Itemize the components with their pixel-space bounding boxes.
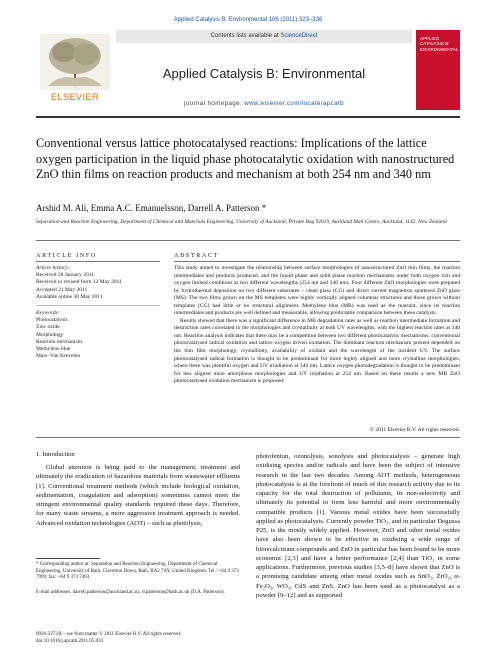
publisher-logo	[36, 30, 114, 110]
abstract-divider	[36, 437, 460, 438]
journal-masthead	[36, 30, 460, 110]
info-underline	[36, 261, 160, 262]
masthead-divider	[36, 116, 460, 118]
body-paragraph: photofenton, ozonolysis, sonolysis and photocatalysis – generate high oxidising species and/or radicals and have been the subject of intensive research in the last two decades. Among AOT methods, heterogeneous photocatalysis is at the forefront of much of this research activity due to its capacity for the total destruction of pollutants, its non-selectivity and ultimately its potential to form less harmful and more environmentally compatible products [1]. Various metal oxides have been successfully applied as photocatalysts. Currently powder TiO₂, and in particular Degussa P25, is the mostly widely applied. However, ZnO and other metal oxides have also been shown to be effective in oxidising a wide range of biorecalcitrant compounds and ZnO in particular has been found to be more economic [2,3] and have a better performance [2,4] than TiO₂ in some applications. Furthermore, previous studies [3,5–8] have shown that ZnO is a promising candidate among other metal oxides such as SnO₂, ZrO₂, α-Fe₂O₃, WO₃, CdS and ZnS. ZnO has been used as a photocatalyst as a powder [9–12] and as supported	[256, 453, 460, 599]
issn-line: 0926-3373/$ – see front matter © 2011 Elsevier B.V. All rights reserved.	[36, 632, 182, 637]
contents-bar	[116, 30, 412, 43]
publisher-name: ELSEVIER	[50, 92, 100, 102]
footnote-divider	[36, 558, 100, 559]
journal-homepage	[116, 100, 412, 107]
journal-cover	[416, 30, 460, 110]
abstract-underline	[174, 261, 460, 262]
article-title: Conventional versus lattice photocatalysed reactions: Implications of the lattice oxygen participation in the liquid phase photocatalytic oxidation with nanostructured ZnO thin films on reaction products and mechanism at both 254 nm and 340 nm	[36, 136, 455, 182]
keyword-item: Photocatalysis	[36, 317, 68, 324]
keyword-item: Morphology	[36, 331, 64, 338]
keywords-label: Keywords:	[36, 310, 60, 316]
keyword-item: Mars–Van Krevelen	[36, 353, 81, 360]
running-title: Applied Catalysis B: Environmental 106 (2011) 323–336	[173, 17, 323, 23]
journal-title: Applied Catalysis B: Environmental	[162, 66, 366, 81]
abstract-paragraph: Results showed that there was a significant difference in MB degradation rates as well as reaction intermediate formation and destruction rates correlated to the morphologies and crystallinity at both UV wavelengths, with the highest reaction rates at 340 nm. Reaction analysis indicates that there may be a competition between two different photocatalytic mechanisms: conventional photocatalysed radical oxidation and lattice oxygen driven oxidation. The dominant reaction mechanism present depended on the thin film morphology, crystallinity, availability of oxidant and the wavelength of the incident UV. The surface photocatalysed radical formation is thought to be predominant for more highly aligned and more crystalline morphologies, where there was plentiful oxygen and UV irradiation at 340 nm. Lattice oxygen photodegradation is thought to be predominant for less aligned more amorphous morphologies and UV irradiation at 254 nm. Based on these results a new MB ZnO photocatalysed oxidation mechanism is proposed.	[174, 317, 460, 385]
abstract-body	[174, 265, 460, 386]
body-paragraph: Global attention is being paid to the management, treatment and ultimately the eradication of hazardous materials from wastewater effluents [1]. Conventional treatment methods (which include biological oxidation, sedimentation, coagulation and adsorption) sometimes cannot meet the stringent environmental quality standards required these days. Therefore, for many waste streams, a more aggressive treatment approach is needed. Advanced oxidation technologies (AOT) – such as photolysis,	[36, 464, 240, 527]
author-affiliation: Separation and Reaction Engineering, Department of Chemical and Materials Engineering, University of Auckland, Private Bag 92019, Auckland Mail Centre, Auckland, 1142, New Zealand	[36, 219, 447, 225]
keyword-item: Reaction mechanism	[36, 338, 82, 345]
article-info-heading: ARTICLE INFO	[36, 252, 97, 259]
doi-line[interactable]: doi:10.1016/j.apcatb.2011.05.033	[36, 638, 104, 644]
history-item: Received in revised form 12 May 2011	[36, 279, 122, 286]
right-column	[256, 452, 460, 600]
history-item: Available online 30 May 2011	[36, 293, 103, 300]
abstract-paragraph: This study aimed to investigate the relationship between surface morphologies of nanostructured ZnO thin films, the reaction intermediates and products produced, and the liquid phase and solid phase reaction mechanisms under both oxygen rich and oxygen limited conditions at two different wavelengths (254 nm and 340 nm). Four different ZnO morphologies were prepared by hydrothermal deposition on two different substrates – clean glass (CG) and direct current magnetron sputtered ZnO glass (MS). The two films grown on the MS templates were highly vertically aligned columnar structures and those grown without templates (CG) had little or no structural alignment. Methylene blue (MB) was used as the reactant, since its reaction intermediates and products are well defined and measurable, allowing predictable comparison between these catalysts.	[174, 265, 460, 317]
journal-band	[116, 30, 412, 110]
author-email: E-mail addresses: darrell.patterson@auckland.ac.nz, d.patterson@bath.ac.uk (D.A. Patterson).	[36, 590, 225, 595]
article-history	[36, 265, 156, 301]
cover-title: APPLIED CATALYSIS B: ENVIRONMENTAL	[420, 36, 459, 52]
info-divider	[36, 305, 160, 306]
elsevier-tree-icon	[40, 34, 110, 90]
corresponding-author-note: * Corresponding author at: Separation and Reaction Engineering, Department of Chemical Engineering, University of Bath, Claverton Down, Bath, BA2 7AY, United Kingdom. Tel.: +64 9 373 7999; fax: +64 9 373 7463.	[36, 562, 239, 581]
section-heading: 1. Introduction	[36, 451, 75, 458]
history-label: Article history:	[36, 265, 70, 271]
contents-prefix: Contents lists available at	[210, 33, 281, 39]
keyword-item: Methylene blue	[36, 346, 71, 353]
copyright-notice: © 2011 Elsevier B.V. All rights reserved.	[369, 427, 460, 433]
sciencedirect-link[interactable]: ScienceDirect	[280, 33, 318, 39]
keyword-list	[36, 310, 156, 360]
homepage-prefix: journal homepage:	[184, 100, 245, 107]
history-item: Received 28 January 2011	[36, 272, 94, 279]
left-column	[36, 463, 240, 528]
affiliation-divider	[36, 240, 460, 241]
author-list: Arshid M. Ali, Emma A.C. Emanuelsson, Darrell A. Patterson *	[36, 203, 267, 213]
keyword-item: Zinc oxide	[36, 324, 60, 331]
abstract-heading: ABSTRACT	[174, 252, 220, 259]
history-item: Accepted 21 May 2011	[36, 286, 88, 293]
homepage-link[interactable]: www.elsevier.com/locate/apcatb	[244, 100, 344, 107]
issn-doi-block	[36, 632, 266, 645]
